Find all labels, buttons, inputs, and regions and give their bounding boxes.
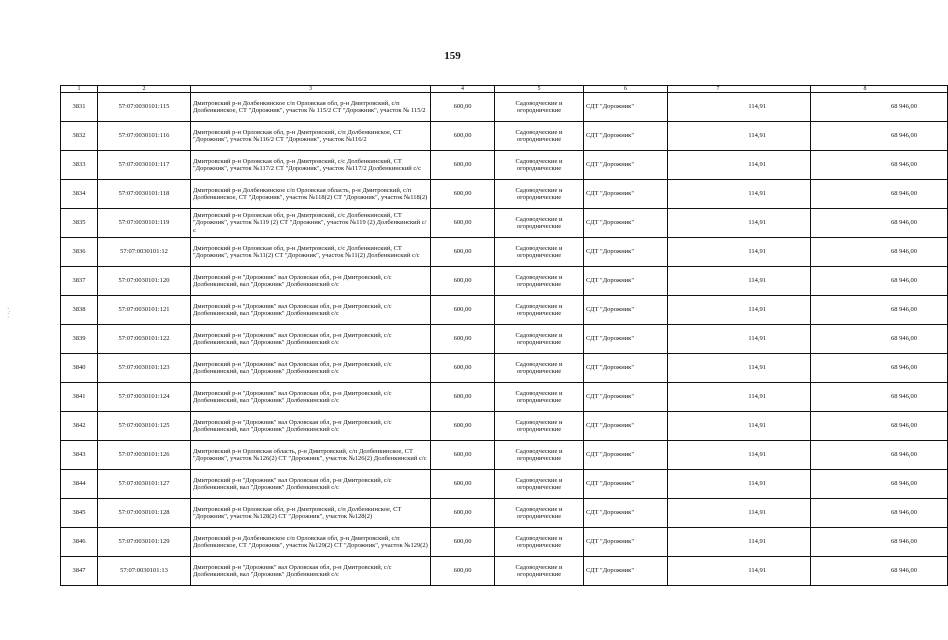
area-cell: 600,00 bbox=[431, 93, 495, 122]
table-body bbox=[61, 93, 948, 586]
area-cell: 600,00 bbox=[431, 267, 495, 296]
cadastral-number: 57:07:0030101:118 bbox=[98, 180, 191, 209]
area-cell: 600,00 bbox=[431, 441, 495, 470]
area-cell: 600,00 bbox=[431, 122, 495, 151]
area-cell: 600,00 bbox=[431, 412, 495, 441]
cadastral-value-cell: 68 946,00 bbox=[811, 151, 948, 180]
cadastral-number: 57:07:0030101:120 bbox=[98, 267, 191, 296]
table-row bbox=[61, 151, 948, 180]
cadastral-value-cell: 68 946,00 bbox=[811, 93, 948, 122]
address-cell: Дмитровский р-н Орловская область, р-н Дмитровский, с/п Долбенкинское, СТ "Дорожник", участок №126(2) СТ "Дорожник", участок №126(2) Долбенкинский с/с bbox=[191, 441, 431, 470]
address-cell: Дмитровский р-н "Дорожник" вал Орловская обл, р-н Дмитровский, с/с Долбенкинский, вал "Дорожник" Долбенкинский с/с bbox=[191, 296, 431, 325]
rate-cell: 114,91 bbox=[668, 412, 811, 441]
rate-cell: 114,91 bbox=[668, 267, 811, 296]
row-number: 3836 bbox=[61, 238, 98, 267]
area-cell: 600,00 bbox=[431, 180, 495, 209]
rate-cell: 114,91 bbox=[668, 238, 811, 267]
row-number: 3835 bbox=[61, 209, 98, 238]
address-cell: Дмитровский р-н Орловская обл, р-н Дмитровский, с/п Долбенкинское, СТ "Дорожник", участок №116/2 СТ "Дорожник", участок №116/2 bbox=[191, 122, 431, 151]
owner-cell: СДТ "Дорожник" bbox=[584, 354, 668, 383]
area-cell: 600,00 bbox=[431, 151, 495, 180]
address-cell: Дмитровский р-н "Дорожник" вал Орловская обл, р-н Дмитровский, с/с Долбенкинский, вал "Дорожник" Долбенкинский с/с bbox=[191, 325, 431, 354]
cadastral-number: 57:07:0030101:128 bbox=[98, 499, 191, 528]
column-header: 3 bbox=[191, 86, 431, 93]
land-use-cell: Садоводческие и огороднические bbox=[495, 122, 584, 151]
owner-cell: СДТ "Дорожник" bbox=[584, 557, 668, 586]
land-use-cell: Садоводческие и огороднические bbox=[495, 528, 584, 557]
land-use-cell: Садоводческие и огороднические bbox=[495, 296, 584, 325]
cadastral-value-cell: 68 946,00 bbox=[811, 383, 948, 412]
cadastral-number: 57:07:0030101:116 bbox=[98, 122, 191, 151]
cadastral-number: 57:07:0030101:117 bbox=[98, 151, 191, 180]
cadastral-number: 57:07:0030101:126 bbox=[98, 441, 191, 470]
table-row bbox=[61, 354, 948, 383]
table-header-row bbox=[61, 86, 948, 93]
row-number: 3847 bbox=[61, 557, 98, 586]
address-cell: Дмитровский р-н "Дорожник" вал Орловская обл, р-н Дмитровский, с/с Долбенкинский, вал "Дорожник" Долбенкинский с/с bbox=[191, 354, 431, 383]
row-number: 3832 bbox=[61, 122, 98, 151]
area-cell: 600,00 bbox=[431, 209, 495, 238]
table-row bbox=[61, 557, 948, 586]
table-row bbox=[61, 499, 948, 528]
address-cell: Дмитровский р-н Орловская обл, р-н Дмитровский, с/с Долбенкинский, СТ "Дорожник", участок №119 (2) СТ "Дорожник", участок №119 (2) Долбенкинский с/с bbox=[191, 209, 431, 238]
area-cell: 600,00 bbox=[431, 470, 495, 499]
cadastral-value-cell: 68 946,00 bbox=[811, 354, 948, 383]
cadastral-number: 57:07:0030101:121 bbox=[98, 296, 191, 325]
rate-cell: 114,91 bbox=[668, 499, 811, 528]
cadastral-number: 57:07:0030101:119 bbox=[98, 209, 191, 238]
row-number: 3846 bbox=[61, 528, 98, 557]
rate-cell: 114,91 bbox=[668, 296, 811, 325]
land-use-cell: Садоводческие и огороднические bbox=[495, 470, 584, 499]
table-row bbox=[61, 325, 948, 354]
column-header: 4 bbox=[431, 86, 495, 93]
address-cell: Дмитровский р-н "Дорожник" вал Орловская обл, р-н Дмитровский, с/с Долбенкинский, вал "Дорожник" Долбенкинский с/с bbox=[191, 267, 431, 296]
rate-cell: 114,91 bbox=[668, 209, 811, 238]
owner-cell: СДТ "Дорожник" bbox=[584, 441, 668, 470]
rate-cell: 114,91 bbox=[668, 122, 811, 151]
table-row bbox=[61, 267, 948, 296]
owner-cell: СДТ "Дорожник" bbox=[584, 296, 668, 325]
owner-cell: СДТ "Дорожник" bbox=[584, 470, 668, 499]
rate-cell: 114,91 bbox=[668, 354, 811, 383]
table-row bbox=[61, 383, 948, 412]
address-cell: Дмитровский р-н Орловская обл, р-н Дмитровский, с/с Долбенкинский, СТ "Дорожник", участок №11(2) СТ "Дорожник", участок №11(2) Долбенкинский с/с bbox=[191, 238, 431, 267]
table-row bbox=[61, 180, 948, 209]
cadastral-value-cell: 68 946,00 bbox=[811, 412, 948, 441]
land-use-cell: Садоводческие и огороднические bbox=[495, 412, 584, 441]
row-number: 3843 bbox=[61, 441, 98, 470]
area-cell: 600,00 bbox=[431, 499, 495, 528]
area-cell: 600,00 bbox=[431, 528, 495, 557]
column-header: 8 bbox=[811, 86, 948, 93]
address-cell: Дмитровский р-н Орловская обл, р-н Дмитровский, с/п Долбенкинское, СТ "Дорожник", участок №128(2) СТ "Дорожник", участок №128(2) bbox=[191, 499, 431, 528]
land-use-cell: Садоводческие и огороднические bbox=[495, 151, 584, 180]
owner-cell: СДТ "Дорожник" bbox=[584, 180, 668, 209]
land-use-cell: Садоводческие и огороднические bbox=[495, 267, 584, 296]
cadastral-value-cell: 68 946,00 bbox=[811, 499, 948, 528]
cadastral-number: 57:07:0030101:125 bbox=[98, 412, 191, 441]
owner-cell: СДТ "Дорожник" bbox=[584, 267, 668, 296]
row-number: 3834 bbox=[61, 180, 98, 209]
cadastral-value-cell: 68 946,00 bbox=[811, 267, 948, 296]
land-registry-table bbox=[60, 85, 948, 586]
row-number: 3838 bbox=[61, 296, 98, 325]
address-cell: Дмитровский р-н "Дорожник" вал Орловская обл, р-н Дмитровский, с/с Долбенкинский, вал "Дорожник" Долбенкинский с/с bbox=[191, 557, 431, 586]
cadastral-value-cell: 68 946,00 bbox=[811, 180, 948, 209]
land-use-cell: Садоводческие и огороднические bbox=[495, 325, 584, 354]
row-number: 3840 bbox=[61, 354, 98, 383]
cadastral-value-cell: 68 946,00 bbox=[811, 238, 948, 267]
margin-scan-mark: · ·. · bbox=[6, 307, 12, 318]
cadastral-value-cell: 68 946,00 bbox=[811, 122, 948, 151]
land-use-cell: Садоводческие и огороднические bbox=[495, 238, 584, 267]
land-use-cell: Садоводческие и огороднические bbox=[495, 180, 584, 209]
owner-cell: СДТ "Дорожник" bbox=[584, 238, 668, 267]
table-row bbox=[61, 209, 948, 238]
table-row bbox=[61, 122, 948, 151]
rate-cell: 114,91 bbox=[668, 470, 811, 499]
column-header: 7 bbox=[668, 86, 811, 93]
row-number: 3845 bbox=[61, 499, 98, 528]
column-header: 2 bbox=[98, 86, 191, 93]
area-cell: 600,00 bbox=[431, 325, 495, 354]
cadastral-number: 57:07:0030101:127 bbox=[98, 470, 191, 499]
owner-cell: СДТ "Дорожник" bbox=[584, 499, 668, 528]
table-row bbox=[61, 470, 948, 499]
owner-cell: СДТ "Дорожник" bbox=[584, 122, 668, 151]
row-number: 3839 bbox=[61, 325, 98, 354]
address-cell: Дмитровский р-н "Дорожник" вал Орловская обл, р-н Дмитровский, с/с Долбенкинский, вал "Дорожник" Долбенкинский с/с bbox=[191, 470, 431, 499]
owner-cell: СДТ "Дорожник" bbox=[584, 151, 668, 180]
owner-cell: СДТ "Дорожник" bbox=[584, 325, 668, 354]
owner-cell: СДТ "Дорожник" bbox=[584, 383, 668, 412]
table-row bbox=[61, 238, 948, 267]
area-cell: 600,00 bbox=[431, 383, 495, 412]
cadastral-number: 57:07:0030101:124 bbox=[98, 383, 191, 412]
cadastral-number: 57:07:0030101:129 bbox=[98, 528, 191, 557]
rate-cell: 114,91 bbox=[668, 325, 811, 354]
cadastral-value-cell: 68 946,00 bbox=[811, 325, 948, 354]
land-use-cell: Садоводческие и огороднические bbox=[495, 499, 584, 528]
area-cell: 600,00 bbox=[431, 557, 495, 586]
cadastral-number: 57:07:0030101:122 bbox=[98, 325, 191, 354]
owner-cell: СДТ "Дорожник" bbox=[584, 528, 668, 557]
table-row bbox=[61, 412, 948, 441]
area-cell: 600,00 bbox=[431, 354, 495, 383]
address-cell: Дмитровский р-н Долбенкинское с/п Орловская область, р-н Дмитровский, с/п Долбенкинское, СТ "Дорожник", участок №118(2) СТ "Дорожник", участок №118(2) bbox=[191, 180, 431, 209]
rate-cell: 114,91 bbox=[668, 180, 811, 209]
cadastral-value-cell: 68 946,00 bbox=[811, 296, 948, 325]
cadastral-value-cell: 68 946,00 bbox=[811, 470, 948, 499]
cadastral-number: 57:07:0030101:13 bbox=[98, 557, 191, 586]
cadastral-value-cell: 68 946,00 bbox=[811, 557, 948, 586]
row-number: 3837 bbox=[61, 267, 98, 296]
rate-cell: 114,91 bbox=[668, 383, 811, 412]
table-row bbox=[61, 528, 948, 557]
owner-cell: СДТ "Дорожник" bbox=[584, 412, 668, 441]
land-use-cell: Садоводческие и огороднические bbox=[495, 383, 584, 412]
address-cell: Дмитровский р-н "Дорожник" вал Орловская обл, р-н Дмитровский, с/с Долбенкинский, вал "Дорожник" Долбенкинский с/с bbox=[191, 412, 431, 441]
land-use-cell: Садоводческие и огороднические bbox=[495, 557, 584, 586]
area-cell: 600,00 bbox=[431, 296, 495, 325]
rate-cell: 114,91 bbox=[668, 151, 811, 180]
land-use-cell: Садоводческие и огороднические bbox=[495, 441, 584, 470]
row-number: 3833 bbox=[61, 151, 98, 180]
cadastral-number: 57:07:0030101:115 bbox=[98, 93, 191, 122]
column-header: 1 bbox=[61, 86, 98, 93]
owner-cell: СДТ "Дорожник" bbox=[584, 93, 668, 122]
row-number: 3841 bbox=[61, 383, 98, 412]
rate-cell: 114,91 bbox=[668, 441, 811, 470]
address-cell: Дмитровский р-н Орловская обл, р-н Дмитровский, с/с Долбенкинский, СТ "Дорожник", участок №117/2 СТ "Дорожник", участок №117/2 Долбенкинский с/с bbox=[191, 151, 431, 180]
table-row bbox=[61, 441, 948, 470]
cadastral-value-cell: 68 946,00 bbox=[811, 209, 948, 238]
land-use-cell: Садоводческие и огороднические bbox=[495, 93, 584, 122]
table-row bbox=[61, 93, 948, 122]
rate-cell: 114,91 bbox=[668, 93, 811, 122]
owner-cell: СДТ "Дорожник" bbox=[584, 209, 668, 238]
table-row bbox=[61, 296, 948, 325]
row-number: 3844 bbox=[61, 470, 98, 499]
column-header: 5 bbox=[495, 86, 584, 93]
cadastral-value-cell: 68 946,00 bbox=[811, 441, 948, 470]
cadastral-number: 57:07:0030101:123 bbox=[98, 354, 191, 383]
land-use-cell: Садоводческие и огороднические bbox=[495, 354, 584, 383]
row-number: 3831 bbox=[61, 93, 98, 122]
land-use-cell: Садоводческие и огороднические bbox=[495, 209, 584, 238]
address-cell: Дмитровский р-н Долбенкинское с/п Орловская обл, р-н Дмитровский, с/п Долбенкинское, СТ "Дорожник", участок №129(2) СТ "Дорожник", участок №129(2) bbox=[191, 528, 431, 557]
area-cell: 600,00 bbox=[431, 238, 495, 267]
address-cell: Дмитровский р-н "Дорожник" вал Орловская обл, р-н Дмитровский, с/с Долбенкинский, вал "Дорожник" Долбенкинский с/с bbox=[191, 383, 431, 412]
page-number: 159 bbox=[444, 50, 461, 62]
column-header: 6 bbox=[584, 86, 668, 93]
rate-cell: 114,91 bbox=[668, 528, 811, 557]
address-cell: Дмитровский р-н Долбенкинское с/п Орловская обл, р-н Дмитровский, с/п Долбенкинское, СТ "Дорожник", участок № 115/2 СТ "Дорожник", участок № 115/2 bbox=[191, 93, 431, 122]
cadastral-value-cell: 68 946,00 bbox=[811, 528, 948, 557]
rate-cell: 114,91 bbox=[668, 557, 811, 586]
cadastral-number: 57:07:0030101:12 bbox=[98, 238, 191, 267]
row-number: 3842 bbox=[61, 412, 98, 441]
